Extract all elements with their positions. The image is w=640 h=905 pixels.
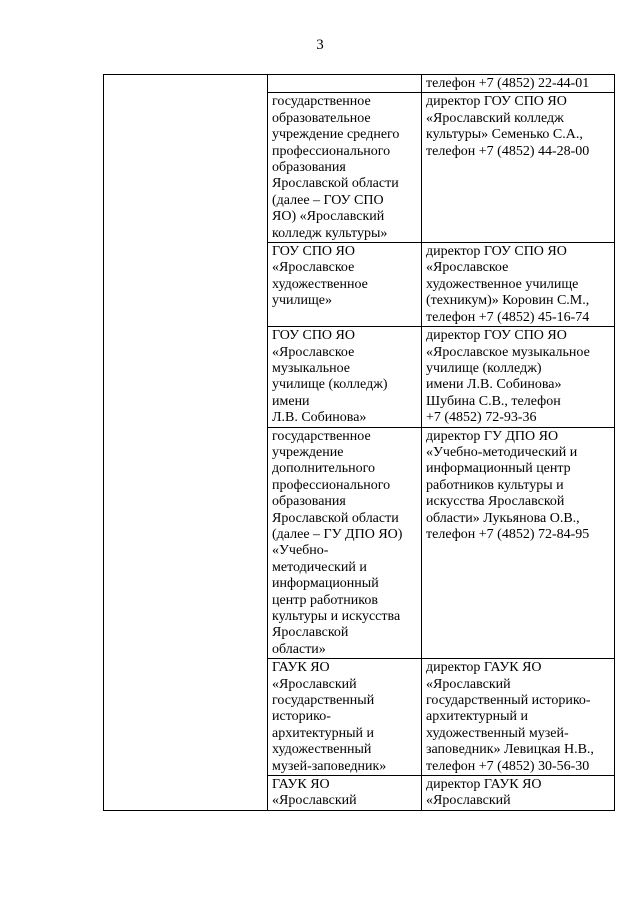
table-row (104, 75, 615, 93)
contact-cell: директор ГОУ СПО ЯО «Ярославское художественное училище (техникум)» Коровин С.М., телефон +7 (4852) 45-16-74 (422, 243, 615, 327)
page-number: 3 (316, 37, 324, 53)
institution-cell: ГАУК ЯО «Ярославский государственный историко- архитектурный и художественный музей-заповедник» (268, 659, 422, 776)
contact-cell: телефон +7 (4852) 22-44-01 (422, 75, 615, 93)
institution-cell: ГАУК ЯО «Ярославский (268, 776, 422, 811)
institution-cell: государственное учреждение дополнительного профессионального образования Ярославской области (далее – ГУ ДПО ЯО) «Учебно- методический и информационный центр работников культуры и искусства Ярославской области» (268, 427, 422, 659)
institution-cell: ГОУ СПО ЯО «Ярославское музыкальное училище (колледж) имени Л.В. Собинова» (268, 327, 422, 427)
merged-empty-cell (104, 75, 268, 811)
institution-cell (268, 75, 422, 93)
contact-cell: директор ГУ ДПО ЯО «Учебно-методический и информационный центр работников культуры и искусства Ярославской области» Лукьянова О.В., телефон +7 (4852) 72-84-95 (422, 427, 615, 659)
contact-cell: директор ГОУ СПО ЯО «Ярославское музыкальное училище (колледж) имени Л.В. Собинова» Шубина С.В., телефон +7 (4852) 72-93-36 (422, 327, 615, 427)
contact-cell: директор ГОУ СПО ЯО «Ярославский колледж культуры» Семенько С.А., телефон +7 (4852) 44-28-00 (422, 93, 615, 243)
institution-cell: государственное образовательное учреждение среднего профессионального образования Ярославской области (далее – ГОУ СПО ЯО) «Ярославский колледж культуры» (268, 93, 422, 243)
document-table (103, 74, 615, 811)
contact-cell: директор ГАУК ЯО «Ярославский (422, 776, 615, 811)
institution-cell: ГОУ СПО ЯО «Ярославское художественное училище» (268, 243, 422, 327)
contact-cell: директор ГАУК ЯО «Ярославский государственный историко- архитектурный и художественный музей- заповедник» Левицкая Н.В., телефон +7 (4852) 30-56-30 (422, 659, 615, 776)
